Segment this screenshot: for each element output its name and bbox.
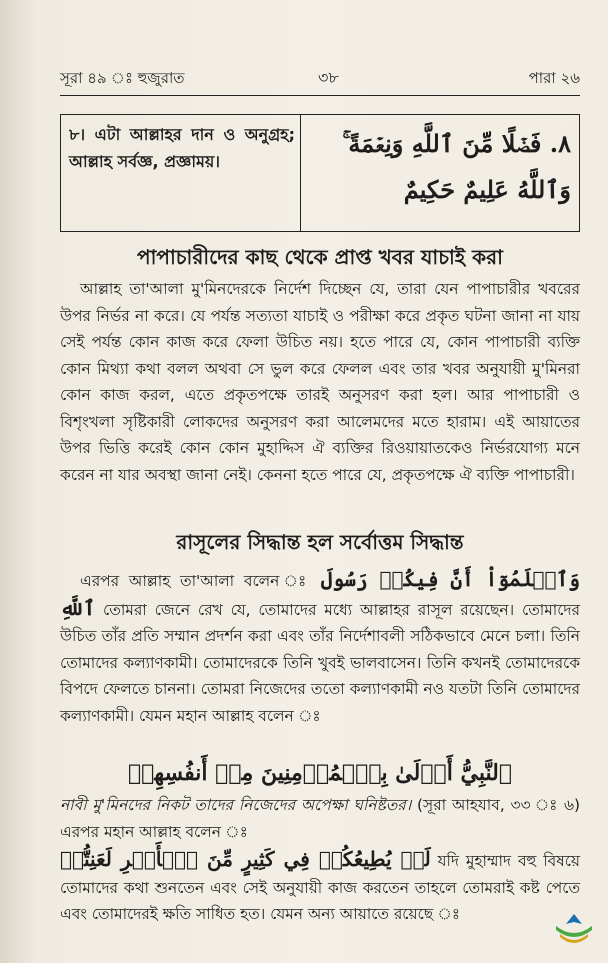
arabic-verse-inline-1: وَٱعۡلَمُوٓاْ أَنَّ فِيكُمۡ رَسُولَ ٱللَّهِ <box>60 567 580 620</box>
section-2-intro <box>60 566 580 729</box>
arabic-verse-inline-2: لَوۡ يُطِيعُكُمۡ فِي كَثِيرٍ مِّنَ ٱلۡأَمۡرِ لَعَنِتُّمۡ <box>60 847 431 871</box>
intro-paragraph <box>60 566 580 729</box>
section-heading-2: রাসূলের সিদ্ধান্ত হল সর্বোত্তম সিদ্ধান্ত <box>176 530 464 554</box>
verse-arabic: ٨. فَضۡلًا مِّنَ ٱللَّهِ وَنِعۡمَةً ۚ وَٱللَّهُ عَلِيمٌ حَكِيمٌ <box>342 129 571 204</box>
paragraph-text: আল্লাহ তা'আলা মু'মিনদেরকে নির্দেশ দিচ্ছেন যে, তারা যেন পাপাচারীর খবরের উপর নির্ভর না করে। যে পর্যন্ত সত্যতা যাচাই ও পরীক্ষা করে প্রকৃত ঘটনা জানা না যায় সেই পর্যন্ত কোন কাজ করে ফেলা উচিত নয়। হতে পারে যে, কোন পাপাচারী ব্যক্তি কোন মিথ্যা কথা বলল অথবা সে ভুল করে ফেলল এবং তার খবর অনুযায়ী মু'মিনরা কোন কাজ করল, এতে প্রকৃতপক্ষে তারই অনুসরণ করা হল। আর পাপাচারী ও বিশৃংখলা সৃষ্টিকারী লোকদের অনুসরণ করা আলেমদের মতে হারাম। এই আয়াতের উপর ভিত্তি করেই কোন কোন মুহাদ্দিস ঐ ব্যক্তির রিওয়ায়াতকেও নির্ভরযোগ্য মনে করেন না যার অবস্থা জানা নেই। কেননা হতে পারে যে, প্রকৃতপক্ষে ঐ ব্যক্তি পাপাচারী। <box>60 280 580 484</box>
quote-reference: (সূরা আহযাব, ৩৩ ঃ ৬) এরপর মহান আল্লাহ বলেন ঃ <box>60 796 580 841</box>
verse-translation: ৮। এটা আল্লাহর দান ও অনুগ্রহ; আল্লাহ সর্বজ্ঞ, প্রজ্ঞাময়। <box>69 125 295 171</box>
header-rule <box>60 95 580 96</box>
page-header <box>60 66 580 90</box>
verse-box <box>60 114 580 232</box>
page-number: ৩৮ <box>318 68 339 87</box>
quote-paragraph <box>60 792 580 845</box>
arabic-verse-centered: ٱلنَّبِيُّ أَوۡلَىٰ بِٱلۡمُؤۡمِنِينَ مِنۡ أَنفُسِهِمۡ <box>127 760 513 786</box>
para-label: পারা ২৬ <box>528 69 580 87</box>
intro-before-text: এরপর আল্লাহ তা'আলা বলেন ঃ <box>80 572 312 590</box>
intro-after-text: তোমরা জেনে রেখ যে, তোমাদের মধ্যে আল্লাহর রাসূল রয়েছেন। তোমাদের উচিত তাঁর প্রতি সম্মান প্রদর্শন করা এবং তাঁর নির্দেশাবলী সঠিকভাবে মেনে চলা। তিনি তোমাদের কল্যাণকামী। তোমাদেরকে তিনি খুবই ভালবাসেন। তিনি কখনই তোমাদেরকে বিপদে ফেলতে চাননা। তোমরা নিজেদের ততো কল্যাণকামী নও যতটা তিনি তোমাদের কল্যাণকামী। যেমন মহান আল্লাহ বলেন ঃ <box>60 600 580 725</box>
closing-text <box>60 846 580 928</box>
publisher-logo-icon <box>552 910 596 950</box>
section-heading-1: পাপাচারীদের কাছ থেকে প্রাপ্ত খবর যাচাই করা <box>137 245 503 269</box>
closing-bangla: যদি মুহাম্মাদ বহু বিষয়ে তোমাদের কথা শুনতেন এবং সেই অনুযায়ী কাজ করতেন তাহলে তোমরাই কষ্ট পেতে এবং তোমাদেরই ক্ষতি সাধিত হত। যেমন অন্য আয়াতে রয়েছে ঃ <box>60 852 580 923</box>
verse-divider <box>300 115 301 231</box>
quote-text <box>60 792 580 845</box>
surah-label: সূরা ৪৯ ঃ হুজুরাত <box>60 69 185 87</box>
quote-italic: নাবী মু'মিনদের নিকট তাদের নিজেদের অপেক্ষা ঘনিষ্টতর। <box>60 796 412 814</box>
closing-paragraph <box>60 846 580 928</box>
section-1-paragraph <box>60 276 580 488</box>
logo-top-shape <box>566 914 582 924</box>
